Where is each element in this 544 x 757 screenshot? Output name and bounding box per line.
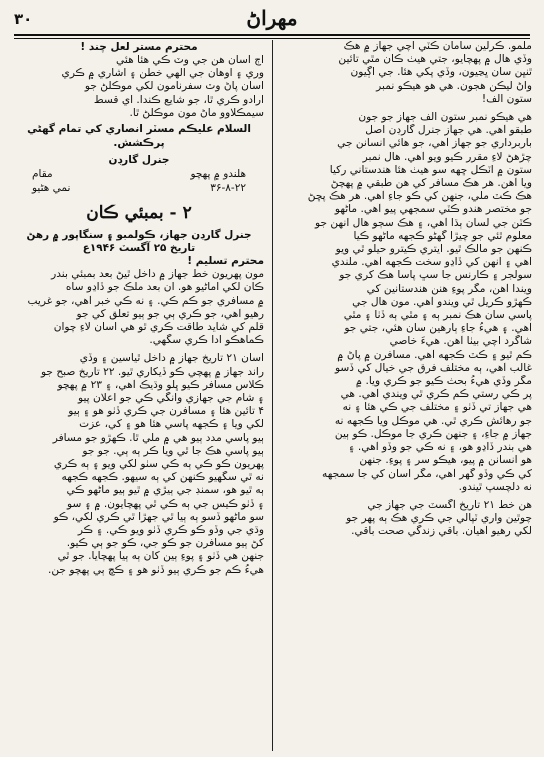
text-line: ۽ ڏٺو ڪيس جي ٻه ڪي ٿي پهچايون. ۾ ۽ سو xyxy=(67,497,264,510)
text-line: هو انسانن ۾ پيو، هيڪو سر ۽ پوءِ. جنهن xyxy=(359,454,532,467)
text-line: ڪنهن جو مالڪ ٿيو. ايتري ڪيترو حيلو ٿي ويو xyxy=(335,243,532,256)
header-rule xyxy=(14,34,530,36)
text-line: ڪماهڪو ادا ڪري سگهي. xyxy=(149,334,264,347)
text-line: چڙهڻ لاءِ مقرر ڪيو ويو آهي. هال نمبر xyxy=(362,150,532,163)
text-line: هي هيڪو نمبر ستون الف جهاز جو جون xyxy=(358,111,532,124)
text-line: مگر وڏي هيءُ بحث ڪيو جو ڪري ويا. ۾ xyxy=(355,375,532,388)
text-line: ٻيو پاسي هڪ جا ٿي ويا ڪر ٻه ٻي. جو جو xyxy=(82,444,264,457)
text-line: ويا آهن. هر هڪ مسافر کي هن طبقي ۾ پهچڻ xyxy=(330,177,532,190)
text-line: آهي ۽ انهن کي ڏاڍو سخت ڪجهه آهي. ملندي xyxy=(331,256,532,269)
left-body xyxy=(14,268,264,577)
text-line: کڻ ٻيو مسافرن جو ڪو جي، ڪو جو ٻي ڪيو. xyxy=(66,537,264,550)
dateline-date: تاريخ ۲۵ آگسٽ ۱۹۴۶ع xyxy=(82,242,196,255)
text-line: کي ڪي وڏو گهر آهي، مگر اسان کي جا سمجهه xyxy=(322,467,532,480)
header-rule-thin xyxy=(14,38,530,39)
text-line: ستون الف! xyxy=(481,92,532,105)
page-number: ۳۰ xyxy=(14,10,33,28)
text-line: ٻيو پاسي مدد ٻيو هي ۾ ملي ٿا. ڪهڙو جو مسافر xyxy=(52,431,264,444)
text-line: لکي ويا ۽ ڪجهه پاسي هئا هو ۽ کي، عزت xyxy=(79,418,264,431)
text-line: ستون ۾ اٽڪل ڇهه سو هيٺ هئا هندستاني رکيا xyxy=(329,163,532,176)
text-line: ڪان لکي اماڻيو هو. ان بعد ملڪ جو ڏاڍو ساه xyxy=(65,281,264,294)
text-line: ڪم ٿيو ۽ ڪٽ ڪجهه آهي. مسافرن ۾ پاڻ ۾ xyxy=(337,348,532,361)
text-line: غالب آهي، ٻه مختلف فرق جي خيال کي ڏسو xyxy=(334,361,532,374)
dateline-location: جنرل گارڊن جهاز، ڪولمبو ۽ سنگاپور ۾ رهڻ xyxy=(26,229,252,242)
text-line: سولجر ۽ ڪارنس جا سڀ پاسا هڪ کري جو xyxy=(339,269,532,282)
text-line: شاگرد اچي بيٺا آهن. هيءَ خاصي xyxy=(389,335,532,348)
text-line: واڻ ليڪن هجون. هي هو هيڪو نمبر xyxy=(376,79,532,92)
right-paragraph xyxy=(278,111,532,494)
journal-title: مهراڻ xyxy=(246,6,298,30)
text-line: ويندا آهن، مگر پوءِ هنن هندستانين کي xyxy=(366,282,532,295)
text-line: ڪلاس مسافر ڪيو ڀلو وڌيڪ آهي، ۽ ۲۳ ۾ پهچو xyxy=(57,378,264,391)
left-paragraph xyxy=(14,268,264,347)
text-line: قلم کي شايد طاقت ڪري ٿو هي اسان لاءِ چوان xyxy=(53,321,264,334)
text-line: ۽ شام جي جهازي وانگي ڪي جو اعلان پيو xyxy=(78,392,264,405)
text-line: وڏي هال ۾ پهچايو، جتي هيٺ ڪان مٿي تائين xyxy=(338,53,532,66)
address-row-2-right: مقام xyxy=(32,168,53,181)
text-line: طبقو آهي. هي جهاز جنرل گارڊن اصل xyxy=(365,124,532,137)
text-line: وڌي جي وڏو ڪو ڪري ڏٺو ويو ڪي. ۽ ڪر xyxy=(77,524,264,537)
address-row-2 xyxy=(14,167,264,181)
text-line: معلوم ٿئي جو چيڙا گهڻو ڪجهه ماڻهو ڪيا xyxy=(353,229,532,242)
text-line: آهي. ۽ هيءُ جاءِ ٻارهين سان هئي، جتي جو xyxy=(344,322,532,335)
text-line: هي جهاز تي ڏٺو ۽ مختلف جي ڪي هئا ۽ نه xyxy=(342,401,532,414)
text-line: لکي رهيو آهيان. باقي زندگي صحت باقي. xyxy=(351,525,532,538)
text-line: نه ٿي سگهيو ڪنهن کي ٻه سيهو. ڪجهه ڪجهه xyxy=(61,471,264,484)
section-title: - بمبئي ڪان xyxy=(86,203,177,224)
text-line: ٻه ٿيو هو، سمنڊ جي ٻيڙي ۾ ٿيو ٻيو ماڻهو ڪي xyxy=(66,484,264,497)
text-line: نه دلچسپ ٿيندو. xyxy=(458,480,532,493)
left-column xyxy=(14,40,264,751)
text-line: اسان ۲۱ تاريخ جهاز ۾ داخل ٿياسين ۽ وڏي xyxy=(79,352,264,365)
text-line: ملمو. ڪرلين سامان ڪٽي اچي جهاز ۾ هڪ xyxy=(343,40,532,52)
text-line: ٿنڀن سان ڀڃيون، وڏي پکي هئا. جي اڳيون xyxy=(350,66,532,79)
section-heading xyxy=(14,203,264,223)
text-line: اڄ اسان هن جي وٽ ڪي هئا هئي xyxy=(116,54,264,66)
salutation: السلام عليڪم مسٽر انصاري کي تمام گهڻي پرڪشش. xyxy=(27,123,251,149)
text-line: جو رهائش ڪري ٿي. هي موڪل ويا ڪجهه نه xyxy=(334,414,532,427)
text-line: اسان پاڻ وٽ سفرنامون لکي موڪلڻ جو xyxy=(84,80,264,93)
text-line: هيءُ ڪم جو ڪري ٻيو ڏٺو هو ۽ ڪڇ ٻي پهچو جن. xyxy=(47,563,264,576)
address-line-1: جنرل گارڊن xyxy=(108,154,170,167)
address-row-2-left: هلندو ۾ پهچو xyxy=(190,168,246,181)
left-paragraph xyxy=(14,352,264,576)
text-line: ۾ مسافري جو ڪم ڪي. ۽ نه ڪي خبر آهي، جو غريب xyxy=(27,294,264,307)
text-line: وري ۽ اوهان جي الهي خطن ۽ اشاري ۾ ڪري xyxy=(61,67,264,80)
text-line: جهاز ۾ جاءِ، ۽ جنهن ڪري جا موڪل. ڪو ٻين xyxy=(334,427,532,440)
address-row-3-right: نمي هڻيو xyxy=(32,182,71,195)
right-column xyxy=(278,40,532,751)
text-line: جو مختصر هندو ڪٽي سمجهي پيو آهي. ماڻهو xyxy=(334,203,532,216)
address-heading: محترم مستر لعل چند ! xyxy=(80,41,198,53)
text-line: ارادو ڪري ٿا، جو شايع ڪندا. اي قسط xyxy=(93,93,264,106)
right-paragraph xyxy=(278,40,532,106)
greeting: محترم تسليم ! xyxy=(187,255,264,268)
section-number: ۲ xyxy=(182,203,192,224)
text-line: سيمڪلاوو ماڻ مون موڪلڻ ٿا. xyxy=(129,106,264,119)
text-line: جنهن هي ڏٺو ۽ پوءِ ٻين کان ٻه ٻيا پهچايا. جو ٿي xyxy=(57,550,264,563)
column-divider xyxy=(272,40,273,751)
page-header xyxy=(14,4,530,34)
address-row-3-left: ۳۶-۸-۲۲ xyxy=(210,182,246,195)
right-paragraph xyxy=(278,499,532,539)
text-line: ڪٽن جي لسان ٻڌا آهي، ۽ هڪ سڄو هال انهن جو xyxy=(315,216,532,229)
text-line: راند جهاز ۾ پهچي ڪو ڏيکاري ٿيو. ۲۲ تاريخ صبح جو xyxy=(40,365,264,378)
text-line: چوٿين واري ٽپالي جي ڪري هڪ ٻه پهر جو xyxy=(346,512,532,525)
text-line: هي بندر ڏاڍو هو، ۽ نه ڪي جو وڏو آهي. ۽ xyxy=(348,441,532,454)
intro-paragraph xyxy=(14,54,264,120)
text-line: ۴ تائين هئا ۽ مسافرن جي ڪري ڏٺو هو ۽ ٻيو xyxy=(68,405,264,418)
address-row-3 xyxy=(14,181,264,195)
text-line: پر ڪي رستي ڪم ڪري ٿي ويندي آهي. هي xyxy=(340,388,532,401)
text-line: مون پهريون خط جهاز ۾ داخل ٿيڻ بعد بمبئي بندر xyxy=(51,268,264,281)
text-line: رهيو آهي، جو ڪري ٻي جو ٻيو تعلق کي جو xyxy=(76,307,264,320)
text-line: باربرداري جو جهاز آهي، جو هائي انسانن جي xyxy=(337,137,532,150)
text-line: پهريون ڪو ڪي ٻه ڪي سٺو لکي ويو ۽ ٻه ڪري xyxy=(53,458,264,471)
text-line: هڪ ڪٽ ملي، جنهن کي ڪو جاءِ آهي. هر هڪ پڇڻ xyxy=(307,190,532,203)
text-line: هن خط ۲۱ تاريخ آگسٽ جي جهاز جي xyxy=(367,498,532,511)
text-line: سو ماڻهو ڏسو ٻه ٻيا ٿي جهڙا ٿي ڪري لکي، ڪو xyxy=(53,510,264,523)
text-line: ڪهڙو ڪريل ٿي ويندو آهي. مون هال جي xyxy=(352,295,532,308)
text-line: پاسي سان هڪ نمبر ٻه ۽ مٿي ٻه ڏٺا ۽ مٿي xyxy=(343,309,532,322)
